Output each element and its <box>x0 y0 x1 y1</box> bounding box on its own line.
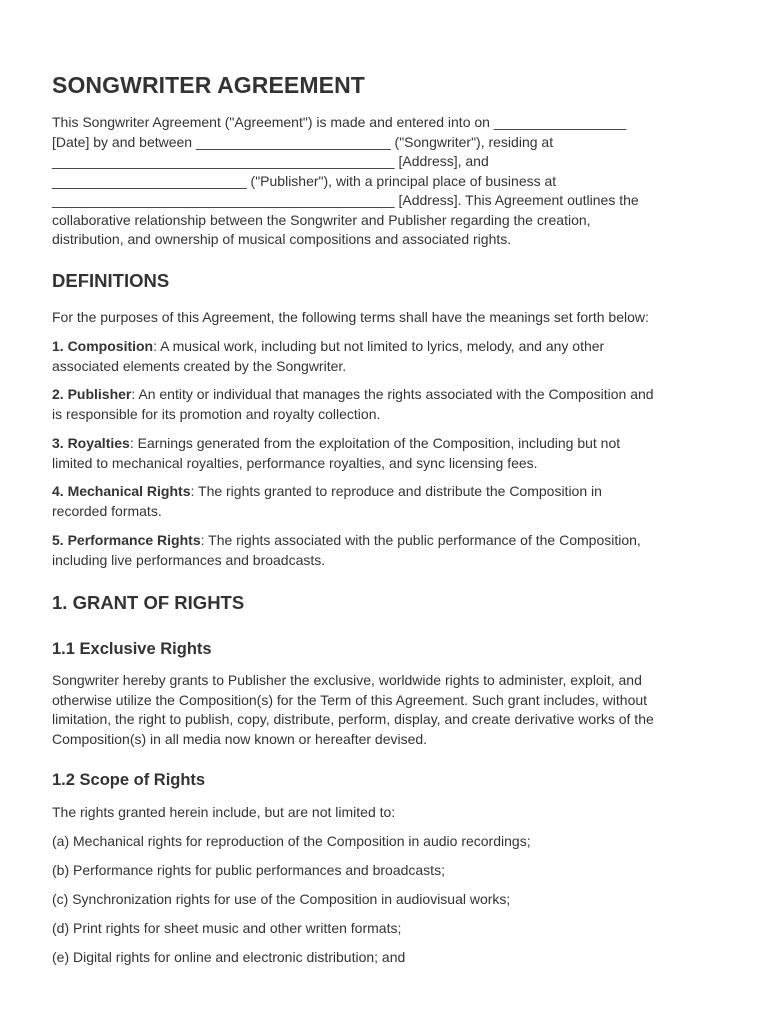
document-title: SONGWRITER AGREEMENT <box>52 72 365 98</box>
exclusive-rights-paragraph <box>52 671 732 749</box>
definitions-heading: DEFINITIONS <box>52 270 170 291</box>
scope-item: (c) Synchronization rights for use of the Composition in audiovisual works; <box>52 891 511 907</box>
intro-line: This Songwriter Agreement ("Agreement") is made and entered into on _________________ <box>52 114 627 130</box>
definition-text: : An entity or individual that manages the rights associated with the Composition and <box>131 386 654 402</box>
definition-text: including live performances and broadcasts. <box>52 551 326 568</box>
intro-line: ____________________________________________ [Address], and <box>52 153 489 169</box>
intro-line: ____________________________________________ [Address]. This Agreement outlines the <box>52 192 639 208</box>
definition-text: : The rights associated with the public performance of the Composition, <box>200 532 641 548</box>
definition-item <box>52 482 732 521</box>
intro-line: collaborative relationship between the Songwriter and Publisher regarding the creation, <box>52 211 591 228</box>
intro-line: _________________________ ("Publisher"), with a principal place of business at <box>52 172 557 189</box>
paragraph-line: otherwise utilize the Composition(s) for the Term of this Agreement. Such grant includes, without <box>52 691 648 708</box>
intro-line: distribution, and ownership of musical compositions and associated rights. <box>52 231 512 247</box>
exclusive-rights-heading: 1.1 Exclusive Rights <box>52 640 212 658</box>
definition-item <box>52 337 732 376</box>
paragraph-line: Composition(s) in all media now known or hereafter devised. <box>52 730 428 747</box>
definition-text: : Earnings generated from the exploitation of the Composition, including but not <box>129 435 621 451</box>
paragraph-line: Songwriter hereby grants to Publisher the exclusive, worldwide rights to administer, exploit, and <box>52 672 642 688</box>
definition-item <box>52 531 732 570</box>
definitions-lead: For the purposes of this Agreement, the following terms shall have the meanings set forth below: <box>52 309 649 325</box>
scope-item: (e) Digital rights for online and electronic distribution; and <box>52 949 406 965</box>
definition-term: 4. Mechanical Rights <box>52 483 191 499</box>
definition-text: limited to mechanical royalties, performance royalties, and sync licensing fees. <box>52 454 538 471</box>
definition-text: is responsible for its promotion and royalty collection. <box>52 405 381 422</box>
scope-item: (a) Mechanical rights for reproduction of the Composition in audio recordings; <box>52 833 531 849</box>
definition-text: recorded formats. <box>52 502 162 519</box>
scope-lead: The rights granted herein include, but are not limited to: <box>52 804 396 820</box>
definition-item <box>52 434 732 473</box>
scope-rights-heading: 1.2 Scope of Rights <box>52 771 206 789</box>
definition-term: 3. Royalties <box>52 435 130 451</box>
definition-item <box>52 385 732 424</box>
intro-line: [Date] by and between _________________________ ("Songwriter"), residing at <box>52 133 554 150</box>
definition-text: : The rights granted to reproduce and distribute the Composition in <box>190 483 602 499</box>
paragraph-line: limitation, the right to publish, copy, distribute, perform, display, and create derivative works of the <box>52 711 654 727</box>
scope-item: (b) Performance rights for public performances and broadcasts; <box>52 862 445 878</box>
definition-text: : A musical work, including but not limited to lyrics, melody, and any other <box>153 338 605 354</box>
grant-heading: 1. GRANT OF RIGHTS <box>52 592 245 613</box>
intro-paragraph <box>52 113 724 250</box>
definition-term: 5. Performance Rights <box>52 532 201 548</box>
definition-term: 2. Publisher <box>52 386 132 402</box>
definition-term: 1. Composition <box>52 338 154 354</box>
scope-item: (d) Print rights for sheet music and other written formats; <box>52 920 402 936</box>
definition-text: associated elements created by the Songwriter. <box>52 357 347 374</box>
